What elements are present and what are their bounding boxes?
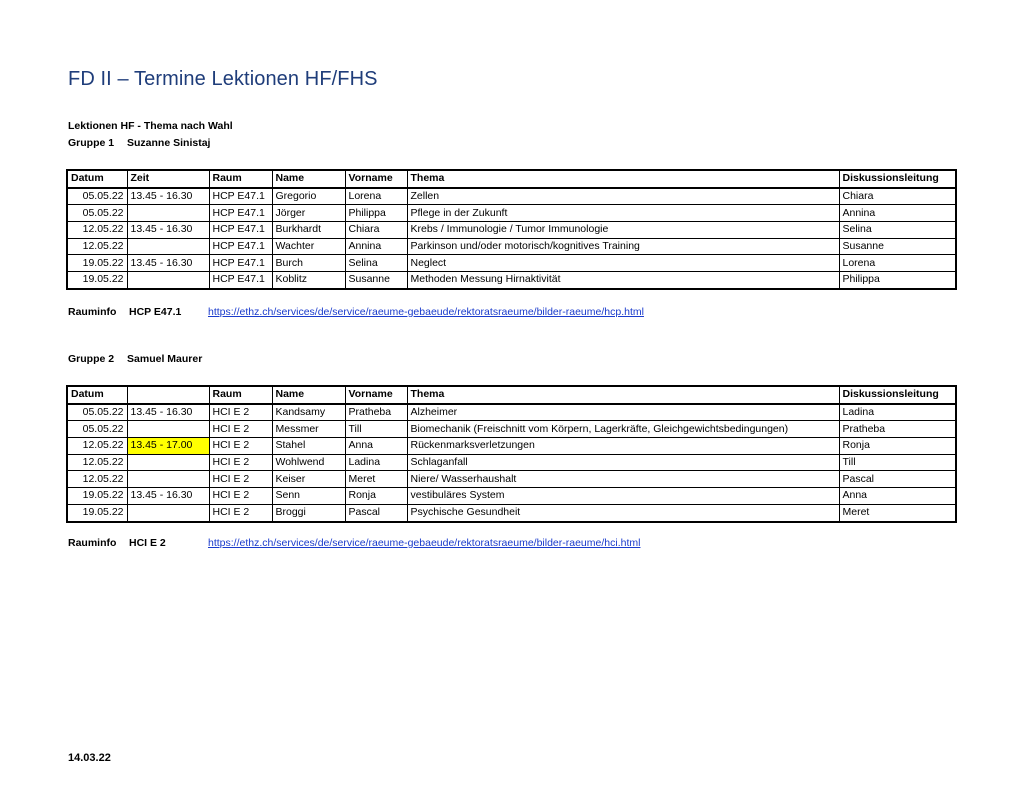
cell-raum: HCP E47.1 bbox=[209, 222, 272, 239]
group2-leader: Samuel Maurer bbox=[127, 353, 203, 365]
cell-raum: HCP E47.1 bbox=[209, 188, 272, 205]
subtitle: Lektionen HF - Thema nach Wahl bbox=[68, 120, 233, 132]
cell-zeit bbox=[127, 454, 209, 471]
group1-leader: Suzanne Sinistaj bbox=[127, 137, 211, 149]
cell-zeit bbox=[127, 421, 209, 438]
page-title: FD II – Termine Lektionen HF/FHS bbox=[68, 68, 378, 90]
cell-datum: 05.05.22 bbox=[67, 404, 127, 421]
cell-thema: Niere/ Wasserhaushalt bbox=[407, 471, 839, 488]
table-header-row bbox=[67, 170, 956, 188]
cell-raum: HCP E47.1 bbox=[209, 238, 272, 255]
cell-datum: 05.05.22 bbox=[67, 205, 127, 222]
cell-name: Kandsamy bbox=[272, 404, 345, 421]
cell-datum: 19.05.22 bbox=[67, 488, 127, 505]
cell-name: Koblitz bbox=[272, 272, 345, 289]
cell-thema: Schlaganfall bbox=[407, 454, 839, 471]
cell-zeit bbox=[127, 238, 209, 255]
cell-name: Messmer bbox=[272, 421, 345, 438]
cell-thema: Psychische Gesundheit bbox=[407, 504, 839, 521]
cell-name: Stahel bbox=[272, 438, 345, 455]
footer-date: 14.03.22 bbox=[68, 752, 111, 764]
cell-diskussionsleitung: Pascal bbox=[839, 471, 956, 488]
cell-zeit bbox=[127, 471, 209, 488]
group2-label: Gruppe 2 bbox=[68, 353, 115, 365]
cell-name: Burkhardt bbox=[272, 222, 345, 239]
column-header: Name bbox=[272, 386, 345, 404]
cell-thema: Rückenmarksverletzungen bbox=[407, 438, 839, 455]
column-header: Diskussionsleitung bbox=[839, 170, 956, 188]
table-row bbox=[67, 272, 956, 289]
cell-vorname: Meret bbox=[345, 471, 407, 488]
cell-raum: HCP E47.1 bbox=[209, 255, 272, 272]
table-header-row bbox=[67, 386, 956, 404]
group2-table bbox=[66, 385, 957, 523]
cell-diskussionsleitung: Ronja bbox=[839, 438, 956, 455]
cell-zeit: 13.45 - 16.30 bbox=[127, 222, 209, 239]
column-header: Raum bbox=[209, 170, 272, 188]
cell-thema: Pflege in der Zukunft bbox=[407, 205, 839, 222]
rauminfo-label: Rauminfo bbox=[68, 306, 117, 318]
table-row bbox=[67, 488, 956, 505]
cell-diskussionsleitung: Chiara bbox=[839, 188, 956, 205]
cell-diskussionsleitung: Lorena bbox=[839, 255, 956, 272]
cell-vorname: Anna bbox=[345, 438, 407, 455]
cell-raum: HCI E 2 bbox=[209, 438, 272, 455]
column-header: Datum bbox=[67, 386, 127, 404]
cell-datum: 12.05.22 bbox=[67, 238, 127, 255]
table-row bbox=[67, 454, 956, 471]
cell-zeit: 13.45 - 16.30 bbox=[127, 488, 209, 505]
cell-raum: HCI E 2 bbox=[209, 421, 272, 438]
table-row bbox=[67, 471, 956, 488]
column-header: Raum bbox=[209, 386, 272, 404]
cell-raum: HCI E 2 bbox=[209, 454, 272, 471]
group1-table bbox=[66, 169, 957, 290]
cell-zeit bbox=[127, 205, 209, 222]
cell-datum: 05.05.22 bbox=[67, 188, 127, 205]
cell-zeit bbox=[127, 272, 209, 289]
cell-zeit: 13.45 - 17.00 bbox=[127, 438, 209, 455]
cell-raum: HCP E47.1 bbox=[209, 205, 272, 222]
hci-room-link[interactable]: https://ethz.ch/services/de/service/raeume-gebaeude/rektoratsraeume/bilder-raeume/hci.html bbox=[208, 537, 641, 549]
table-row bbox=[67, 404, 956, 421]
group1-rauminfo bbox=[68, 306, 181, 318]
cell-zeit bbox=[127, 504, 209, 521]
cell-diskussionsleitung: Selina bbox=[839, 222, 956, 239]
cell-datum: 05.05.22 bbox=[67, 421, 127, 438]
cell-diskussionsleitung: Pratheba bbox=[839, 421, 956, 438]
cell-diskussionsleitung: Anna bbox=[839, 488, 956, 505]
cell-raum: HCI E 2 bbox=[209, 488, 272, 505]
table-row bbox=[67, 504, 956, 521]
cell-name: Broggi bbox=[272, 504, 345, 521]
cell-diskussionsleitung: Ladina bbox=[839, 404, 956, 421]
column-header bbox=[127, 386, 209, 404]
cell-vorname: Pratheba bbox=[345, 404, 407, 421]
cell-vorname: Lorena bbox=[345, 188, 407, 205]
cell-thema: Methoden Messung Hirnaktivität bbox=[407, 272, 839, 289]
cell-vorname: Ladina bbox=[345, 454, 407, 471]
cell-vorname: Susanne bbox=[345, 272, 407, 289]
cell-zeit: 13.45 - 16.30 bbox=[127, 404, 209, 421]
hcp-room-link[interactable]: https://ethz.ch/services/de/service/raeume-gebaeude/rektoratsraeume/bilder-raeume/hcp.html bbox=[208, 306, 644, 318]
cell-vorname: Pascal bbox=[345, 504, 407, 521]
cell-name: Burch bbox=[272, 255, 345, 272]
cell-diskussionsleitung: Meret bbox=[839, 504, 956, 521]
cell-datum: 19.05.22 bbox=[67, 255, 127, 272]
column-header: Vorname bbox=[345, 386, 407, 404]
column-header: Vorname bbox=[345, 170, 407, 188]
cell-raum: HCI E 2 bbox=[209, 404, 272, 421]
cell-thema: Krebs / Immunologie / Tumor Immunologie bbox=[407, 222, 839, 239]
table-row bbox=[67, 238, 956, 255]
cell-raum: HCI E 2 bbox=[209, 504, 272, 521]
cell-thema: Parkinson und/oder motorisch/kognitives Training bbox=[407, 238, 839, 255]
rauminfo-label: Rauminfo bbox=[68, 537, 117, 549]
cell-zeit: 13.45 - 16.30 bbox=[127, 255, 209, 272]
column-header: Zeit bbox=[127, 170, 209, 188]
cell-thema: Alzheimer bbox=[407, 404, 839, 421]
group2-heading bbox=[68, 353, 202, 365]
group1-label: Gruppe 1 bbox=[68, 137, 115, 149]
column-header: Diskussionsleitung bbox=[839, 386, 956, 404]
cell-thema: vestibuläres System bbox=[407, 488, 839, 505]
column-header: Thema bbox=[407, 170, 839, 188]
cell-datum: 19.05.22 bbox=[67, 272, 127, 289]
cell-raum: HCI E 2 bbox=[209, 471, 272, 488]
cell-datum: 12.05.22 bbox=[67, 438, 127, 455]
cell-raum: HCP E47.1 bbox=[209, 272, 272, 289]
cell-name: Wohlwend bbox=[272, 454, 345, 471]
rauminfo-room: HCI E 2 bbox=[129, 537, 166, 549]
column-header: Name bbox=[272, 170, 345, 188]
cell-datum: 12.05.22 bbox=[67, 471, 127, 488]
group1-heading bbox=[68, 137, 210, 149]
cell-diskussionsleitung: Till bbox=[839, 454, 956, 471]
table-row bbox=[67, 188, 956, 205]
cell-zeit: 13.45 - 16.30 bbox=[127, 188, 209, 205]
rauminfo-room: HCP E47.1 bbox=[129, 306, 182, 318]
cell-name: Senn bbox=[272, 488, 345, 505]
cell-vorname: Annina bbox=[345, 238, 407, 255]
cell-vorname: Ronja bbox=[345, 488, 407, 505]
cell-diskussionsleitung: Philippa bbox=[839, 272, 956, 289]
cell-name: Jörger bbox=[272, 205, 345, 222]
cell-datum: 19.05.22 bbox=[67, 504, 127, 521]
cell-datum: 12.05.22 bbox=[67, 222, 127, 239]
cell-diskussionsleitung: Susanne bbox=[839, 238, 956, 255]
table-row bbox=[67, 421, 956, 438]
table-row bbox=[67, 222, 956, 239]
cell-thema: Neglect bbox=[407, 255, 839, 272]
table-row bbox=[67, 255, 956, 272]
cell-diskussionsleitung: Annina bbox=[839, 205, 956, 222]
cell-thema: Zellen bbox=[407, 188, 839, 205]
column-header: Thema bbox=[407, 386, 839, 404]
cell-datum: 12.05.22 bbox=[67, 454, 127, 471]
cell-vorname: Till bbox=[345, 421, 407, 438]
cell-name: Wachter bbox=[272, 238, 345, 255]
cell-name: Keiser bbox=[272, 471, 345, 488]
cell-thema: Biomechanik (Freischnitt vom Körpern, Lagerkräfte, Gleichgewichtsbedingungen) bbox=[407, 421, 839, 438]
group2-rauminfo bbox=[68, 537, 166, 549]
cell-name: Gregorio bbox=[272, 188, 345, 205]
column-header: Datum bbox=[67, 170, 127, 188]
cell-vorname: Philippa bbox=[345, 205, 407, 222]
table-row bbox=[67, 205, 956, 222]
table-row bbox=[67, 438, 956, 455]
cell-vorname: Chiara bbox=[345, 222, 407, 239]
cell-vorname: Selina bbox=[345, 255, 407, 272]
